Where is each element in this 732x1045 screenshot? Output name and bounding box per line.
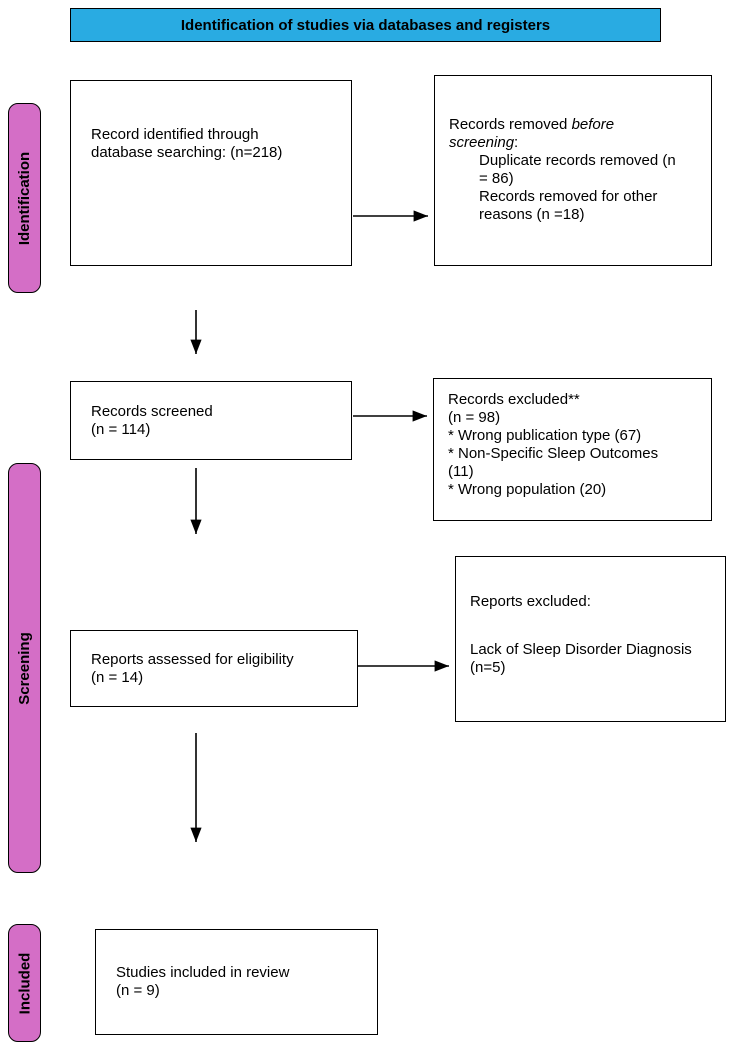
box-reports-excluded [455, 556, 726, 722]
stage-label-included-text: Included [16, 952, 34, 1014]
box-records-identified [70, 80, 352, 266]
studies-included-line-2: (n = 9) [116, 982, 160, 999]
box-reports-assessed [70, 630, 358, 707]
records-screened-line-2: (n = 114) [91, 420, 151, 438]
reports-assessed-line-1: Reports assessed for eligibility [91, 650, 294, 668]
records-excluded-reason-1: * Wrong publication type (67) [448, 427, 642, 444]
records-removed-item-other: Records removed for other reasons (n =18) [479, 188, 658, 223]
reports-assessed-line-2: (n = 14) [91, 668, 144, 686]
box-records-excluded [433, 378, 712, 521]
records-removed-item-duplicates: Duplicate records removed (n = 86) [479, 152, 676, 187]
banner [70, 8, 661, 42]
records-removed-heading: Records removed before screening: [449, 116, 615, 151]
box-records-removed [434, 75, 712, 266]
records-identified-line-1: Record identified through [91, 126, 259, 143]
stage-label-identification-text: Identification [16, 151, 33, 245]
records-excluded-reason-3: * Wrong population (20) [448, 481, 607, 498]
records-excluded-reason-2: * Non-Specific Sleep Outcomes (11) [448, 445, 659, 480]
records-excluded-line-1: Records excluded** [448, 391, 580, 408]
stage-label-screening-text: Screening [16, 631, 33, 705]
stage-label-included [8, 924, 41, 1042]
records-identified-line-2: database searching: (n=218) [91, 144, 283, 161]
stage-label-screening [8, 463, 41, 873]
box-studies-included [95, 929, 378, 1035]
records-excluded-line-2: (n = 98) [448, 409, 501, 426]
studies-included-line-1: Studies included in review [116, 964, 290, 981]
records-screened-line-1: Records screened [91, 402, 213, 420]
box-records-screened [70, 381, 352, 460]
reports-excluded-reason: Lack of Sleep Disorder Diagnosis (n=5) [470, 641, 692, 676]
banner-title: Identification of studies via databases and registers [180, 16, 551, 34]
stage-label-identification [8, 103, 41, 293]
reports-excluded-title: Reports excluded: [470, 593, 591, 610]
